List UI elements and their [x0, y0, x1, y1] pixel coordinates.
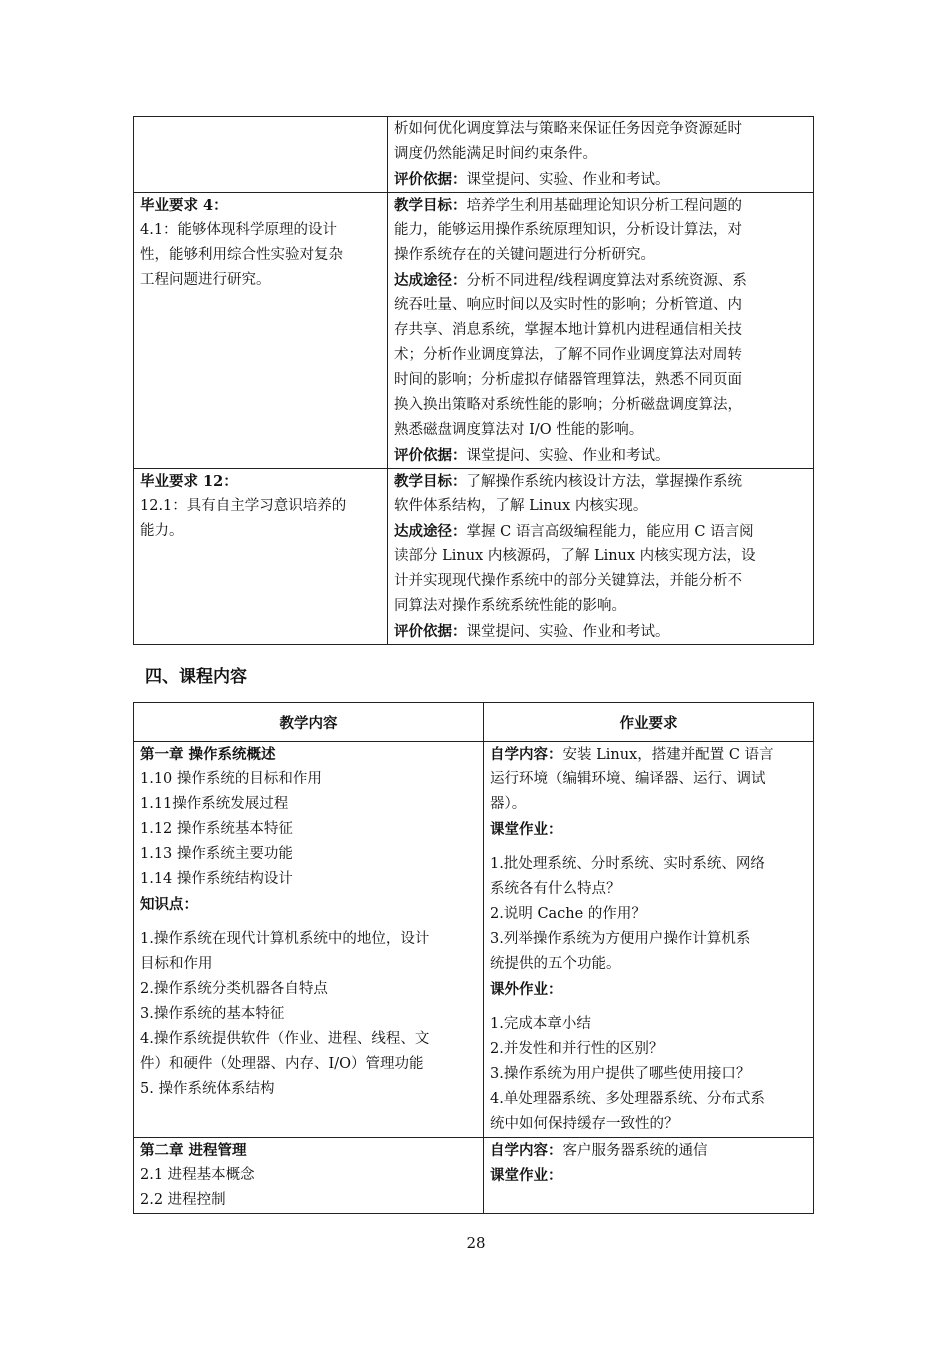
text-line — [394, 594, 807, 619]
line-text: 课堂提问、实验、作业和考试。 — [466, 624, 670, 640]
text-line — [490, 1012, 807, 1037]
text-line — [140, 1188, 477, 1213]
line-text: 目标和作用 — [140, 956, 213, 972]
line-text: 3.操作系统为用户提供了哪些使用接口？ — [490, 1066, 751, 1082]
graduation-requirements-table — [133, 116, 814, 645]
bold-label: 自学内容： — [490, 746, 563, 763]
text-line — [140, 1163, 477, 1188]
line-spacer — [490, 1002, 807, 1012]
line-text: 统吞吐量、响应时间以及实时性的影响；分析管道、内 — [394, 297, 742, 313]
table-row — [134, 1138, 814, 1214]
text-line — [490, 792, 807, 817]
text-line — [140, 977, 477, 1002]
section-heading: 四、课程内容 — [145, 667, 247, 687]
table-header-row — [134, 703, 814, 742]
text-line — [140, 792, 477, 817]
bold-label: 评价依据： — [394, 447, 467, 464]
column-header-assignment-requirements: 作业要求 — [484, 703, 814, 742]
text-line — [140, 494, 381, 519]
text-line — [140, 842, 477, 867]
line-text: 1.批处理系统、分时系统、实时系统、网络 — [490, 856, 765, 872]
bold-label: 课堂作业： — [490, 1167, 563, 1184]
text-line — [490, 852, 807, 877]
bold-label: 第二章 进程管理 — [140, 1142, 247, 1159]
line-text: 了解操作系统内核设计方法，掌握操作系统 — [466, 474, 742, 490]
text-line — [140, 767, 477, 792]
bold-label: 达成途径： — [394, 523, 467, 540]
line-text: 1.10 操作系统的目标和作用 — [140, 771, 322, 787]
line-text: 调度仍然能满足时间约束条件。 — [394, 146, 597, 162]
text-line — [140, 193, 381, 218]
text-line — [394, 167, 807, 192]
right-cell — [484, 742, 814, 1138]
text-line — [490, 1062, 807, 1087]
table-row — [134, 193, 814, 469]
line-text: 4.单处理器系统、多处理器系统、分布式系 — [490, 1091, 765, 1107]
left-cell — [134, 469, 388, 645]
text-line — [490, 1112, 807, 1137]
text-line — [490, 817, 807, 842]
bold-label: 第一章 操作系统概述 — [140, 746, 276, 763]
text-line — [394, 494, 807, 519]
text-line — [140, 218, 381, 243]
line-text: 能力，能够运用操作系统原理知识，分析设计算法，对 — [394, 222, 742, 238]
right-cell — [388, 117, 814, 193]
line-text: 培养学生利用基础理论知识分析工程问题的 — [466, 198, 742, 214]
text-line — [140, 268, 381, 293]
text-line — [394, 443, 807, 468]
line-text: 软件体系结构，了解 Linux 内核实现。 — [394, 498, 648, 514]
text-line — [394, 343, 807, 368]
text-line — [394, 293, 807, 318]
text-line — [394, 318, 807, 343]
line-text: 4.操作系统提供软件（作业、进程、线程、文 — [140, 1031, 430, 1047]
text-line — [490, 767, 807, 792]
text-line — [490, 977, 807, 1002]
line-text: 3.列举操作系统为方便用户操作计算机系 — [490, 931, 751, 947]
column-header-teaching-content: 教学内容 — [134, 703, 484, 742]
text-line — [490, 877, 807, 902]
text-line — [140, 867, 477, 892]
line-text: 计并实现现代操作系统中的部分关键算法，并能分析不 — [394, 573, 742, 589]
line-text: 性，能够利用综合性实验对复杂 — [140, 247, 343, 263]
line-text: 2.并发性和并行性的区别？ — [490, 1041, 664, 1057]
text-line — [490, 1037, 807, 1062]
line-text: 5. 操作系统体系结构 — [140, 1081, 275, 1097]
line-text: 课堂提问、实验、作业和考试。 — [466, 448, 670, 464]
line-text: 同算法对操作系统系统性能的影响。 — [394, 598, 626, 614]
line-text: 系统各有什么特点？ — [490, 881, 621, 897]
text-line — [394, 469, 807, 494]
text-line — [394, 117, 807, 142]
text-line — [490, 952, 807, 977]
text-line — [140, 892, 477, 917]
text-line — [394, 418, 807, 443]
line-text: 换入换出策略对系统性能的影响；分析磁盘调度算法， — [394, 397, 742, 413]
line-text: 器）。 — [490, 796, 527, 812]
left-cell — [134, 742, 484, 1138]
line-text: 12.1：具有自主学习意识培养的 — [140, 498, 347, 514]
line-text: 2.1 进程基本概念 — [140, 1167, 255, 1183]
line-text: 统提供的五个功能。 — [490, 956, 621, 972]
table-row — [134, 469, 814, 645]
text-line — [394, 569, 807, 594]
line-text: 4.1：能够体现科学原理的设计 — [140, 222, 338, 238]
line-text: 3.操作系统的基本特征 — [140, 1006, 285, 1022]
bold-label: 评价依据： — [394, 171, 467, 188]
text-line — [140, 1077, 477, 1102]
line-text: 安装 Linux，搭建并配置 C 语言 — [562, 747, 774, 763]
text-line — [394, 268, 807, 293]
bold-label: 毕业要求 4： — [140, 197, 228, 214]
text-line — [140, 1138, 477, 1163]
text-line — [394, 368, 807, 393]
text-line — [394, 218, 807, 243]
text-line — [394, 519, 807, 544]
right-cell — [484, 1138, 814, 1214]
line-text: 课堂提问、实验、作业和考试。 — [466, 172, 670, 188]
line-text: 存共享、消息系统，掌握本地计算机内进程通信相关技 — [394, 322, 742, 338]
left-cell — [134, 193, 388, 469]
line-text: 1.11操作系统发展过程 — [140, 796, 289, 812]
table-row — [134, 742, 814, 1138]
line-text: 1.操作系统在现代计算机系统中的地位，设计 — [140, 931, 430, 947]
line-text: 1.完成本章小结 — [490, 1016, 591, 1032]
text-line — [140, 817, 477, 842]
line-spacer — [490, 842, 807, 852]
line-text: 件）和硬件（处理器、内存、I/O）管理功能 — [140, 1056, 424, 1072]
line-text: 读部分 Linux 内核源码，了解 Linux 内核实现方法，设 — [394, 548, 756, 564]
text-line — [490, 1087, 807, 1112]
course-content-table — [133, 702, 814, 1214]
right-cell — [388, 193, 814, 469]
text-line — [394, 142, 807, 167]
left-cell — [134, 117, 388, 193]
line-text: 析如何优化调度算法与策略来保证任务因竞争资源延时 — [394, 121, 742, 137]
text-line — [394, 393, 807, 418]
line-text: 客户服务器系统的通信 — [562, 1143, 708, 1159]
left-cell — [134, 1138, 484, 1214]
line-text: 分析不同进程/线程调度算法对系统资源、系 — [466, 273, 747, 289]
line-text: 操作系统存在的关键问题进行分析研究。 — [394, 247, 655, 263]
line-text: 掌握 C 语言高级编程能力，能应用 C 语言阅 — [466, 524, 754, 540]
text-line — [140, 519, 381, 544]
line-text: 运行环境（编辑环境、编译器、运行、调试 — [490, 771, 766, 787]
bold-label: 知识点： — [140, 896, 198, 913]
text-line — [490, 1138, 807, 1163]
bold-label: 达成途径： — [394, 272, 467, 289]
bold-label: 教学目标： — [394, 197, 467, 214]
line-text: 2.2 进程控制 — [140, 1192, 226, 1208]
line-text: 能力。 — [140, 523, 184, 539]
table-row — [134, 117, 814, 193]
text-line — [490, 1163, 807, 1188]
line-text: 1.12 操作系统基本特征 — [140, 821, 293, 837]
bold-label: 课堂作业： — [490, 821, 563, 838]
text-line — [394, 193, 807, 218]
text-line — [140, 952, 477, 977]
line-text: 工程问题进行研究。 — [140, 272, 271, 288]
text-line — [490, 927, 807, 952]
line-text: 术；分析作业调度算法，了解不同作业调度算法对周转 — [394, 347, 742, 363]
bold-label: 教学目标： — [394, 473, 467, 490]
text-line — [140, 742, 477, 767]
text-line — [140, 1052, 477, 1077]
line-text: 熟悉磁盘调度算法对 I/O 性能的影响。 — [394, 422, 644, 438]
line-spacer — [140, 917, 477, 927]
line-text: 1.13 操作系统主要功能 — [140, 846, 293, 862]
text-line — [394, 243, 807, 268]
text-line — [140, 1027, 477, 1052]
text-line — [490, 742, 807, 767]
page-number: 28 — [466, 1234, 486, 1252]
text-line — [394, 544, 807, 569]
bold-label: 评价依据： — [394, 623, 467, 640]
line-text: 时间的影响；分析虚拟存储器管理算法，熟悉不同页面 — [394, 372, 742, 388]
bold-label: 课外作业： — [490, 981, 563, 998]
text-line — [140, 1002, 477, 1027]
line-text: 2.说明 Cache 的作用？ — [490, 906, 646, 922]
line-text: 统中如何保持缓存一致性的？ — [490, 1116, 679, 1132]
text-line — [140, 243, 381, 268]
bold-label: 自学内容： — [490, 1142, 563, 1159]
line-text: 2.操作系统分类机器各自特点 — [140, 981, 328, 997]
text-line — [140, 927, 477, 952]
line-text: 1.14 操作系统结构设计 — [140, 871, 293, 887]
text-line — [140, 469, 381, 494]
text-line — [490, 902, 807, 927]
text-line — [394, 619, 807, 644]
bold-label: 毕业要求 12： — [140, 473, 238, 490]
right-cell — [388, 469, 814, 645]
